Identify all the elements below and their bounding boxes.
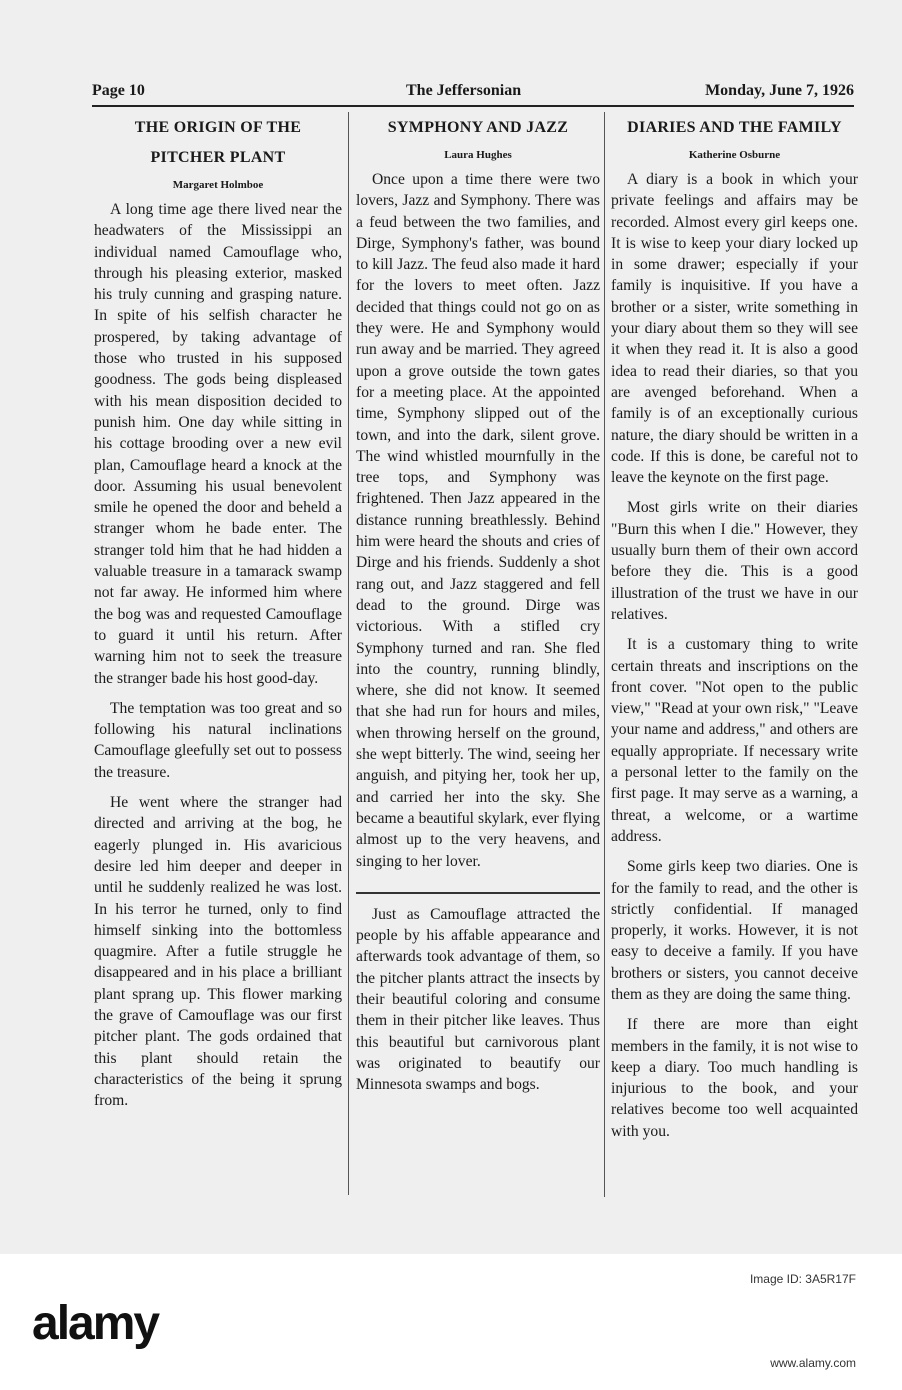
article-title: DIARIES AND THE FAMILY xyxy=(627,119,842,136)
paragraph: Once upon a time there were two lovers, Jazz and Symphony. There was a feud between the two families, and Dirge, Symphony's father, was bound to kill Jazz. The feud also made it hard for the lovers to meet often. Jazz decided that things could not go on as they were. He and Symphony would run away and be married. They agreed upon a grove outside the town gates for a meeting place. At the appointed time, Symphony slipped out of the town, and into the dark, silent grove. The wind whistled mournfully in the tree tops, and Symphony was frightened. Then Jazz appeared in the distance running breathlessly. Behind him were heard the shouts and cries of Dirge and his friends. Suddenly a shot rang out, and Jazz staggered and fell dead to the ground. Dirge was victorious. With a stifled cry Symphony turned and ran. She fled into the country, running blindly, where, she did not know. It seemed that she had run for hours and miles, when throwing herself on the ground, she wept bitterly. The wind, seeing her anguish, and pitying her, took her up, and carried her into the sky. She became a beautiful skylark, ever flying almost up to the very heavens, and singing to her lover. xyxy=(356,171,600,870)
paragraph: Most girls write on their diaries "Burn this when I die." However, they usually burn them of their own accord before they die. This is a good illustration of the trust we have in our relatives. xyxy=(611,499,858,623)
alamy-logo: alamy xyxy=(32,1297,159,1350)
paragraph: It is a customary thing to write certain threats and inscriptions on the front cover. "Not open to the public view," "Read at your own risk," "Leave your name and address," and others are equally appropriate. If necessary write a personal letter to the family on the first page. It may serve as a warning, a threat, a welcome, or a wartime address. xyxy=(611,636,858,845)
page-header xyxy=(92,82,854,106)
continuation-note: Just as Camouflage attracted the people by his affable appearance and afterwards took advantage of them, so the pitcher plants attract the insects by their beautiful coloring and consume them in their pitcher like leaves. Thus this beautiful but carnivorous plant was originated to beautify our Minnesota swamps and bogs. xyxy=(356,905,600,1094)
column-divider xyxy=(348,112,349,1195)
newspaper-name: The Jeffersonian xyxy=(406,82,522,99)
paragraph: A diary is a book in which your private feelings and affairs may be recorded. Almost every girl keeps one. It is wise to keep your diary locked up in some drawer; especially if your family is inquisitive. If you have a brother or a sister, write something in your diary about them so they will see it when they read it. It is also a good idea to read their diaries, so that you are avenged beforehand. When a family is of an exceptionally curious nature, the diary should be written in a code. If this is done, be careful not to leave the keynote on the first page. xyxy=(611,171,858,487)
paragraph: If there are more than eight members in the family, it is not wise to keep a diary. Too much handling is injurious to the book, and your relatives become too well acquainted with you. xyxy=(611,1016,858,1140)
article-author: Margaret Holmboe xyxy=(172,179,264,191)
alamy-url: www.alamy.com xyxy=(770,1356,856,1370)
paragraph: A long time age there lived near the headwaters of the Mississippi an individual named Camouflage who, through his pleasing exterior, masked his truly cunning and grasping nature. In spite of his selfish character he prospered, by taking advantage of those who trusted in his supposed goodness. The gods being displeased with his mean disposition decided to punish him. One day while sitting in his cottage brooding over a new evil plan, Camouflage heard a knock at the door. Assuming his usual benevolent smile he opened the door and beheld a stranger whom he bade enter. The stranger told him that he had hidden a valuable treasure in a tamarack swamp not far away. He informed him where the bog was and requested Camouflage to guard it until his return. After warning him not to seek the treasure the stranger bade his host good-day. xyxy=(94,201,342,687)
image-id: Image ID: 3A5R17F xyxy=(749,1272,856,1286)
article-symphony-and-jazz xyxy=(356,113,600,1095)
paragraph: Some girls keep two diaries. One is for the family to read, and the other is strictly confidential. If managed properly, it works. However, it is not easy to deceive a family. If you have brothers or sisters, you cannot deceive them as they are doing the same thing. xyxy=(611,858,858,1003)
header-rule xyxy=(92,105,854,107)
column-divider xyxy=(604,112,605,1197)
page-number: Page 10 xyxy=(92,82,145,99)
paragraph: The temptation was too great and so following his natural inclinations Camouflage gleefully set out to possess the treasure. xyxy=(94,699,342,781)
article-title: SYMPHONY AND JAZZ xyxy=(387,119,569,136)
section-divider xyxy=(356,892,600,894)
article-author: Laura Hughes xyxy=(444,149,512,161)
article-pitcher-plant xyxy=(94,113,342,1120)
paragraph: He went where the stranger had directed and arriving at the bog, he eagerly plunged in. His avaricious desire led him deeper and deeper in until he suddenly realized he was lost. In his terror he turned, only to find himself sinking into the bottomless quagmire. After a futile struggle he disappeared and in his place a brilliant plant sprang up. This flower marking the grave of Camouflage was our first pitcher plant. The gods ordained that this plant should retain the characteristics of the being it sprung from. xyxy=(94,794,342,1110)
article-author: Katherine Osburne xyxy=(688,149,781,161)
article-diaries-and-family xyxy=(611,113,858,1151)
issue-date: Monday, June 7, 1926 xyxy=(705,82,854,99)
article-title: THE ORIGIN OF THE PITCHER PLANT xyxy=(134,119,302,166)
